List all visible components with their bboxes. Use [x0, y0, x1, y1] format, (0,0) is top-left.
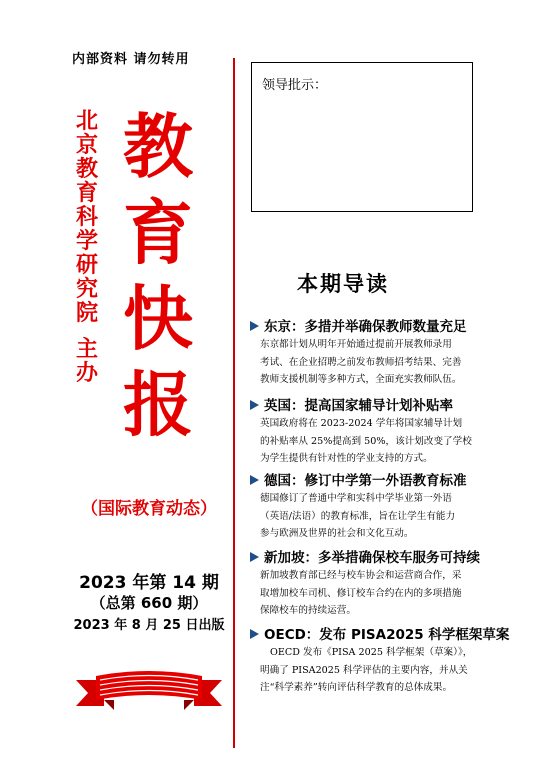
triangle-bullet-icon: [250, 552, 259, 562]
summary-line: 取增加校车司机、修订校车合约在内的多项措施: [260, 587, 462, 599]
guide-item-summary: [260, 644, 492, 697]
triangle-bullet-icon: [250, 475, 259, 485]
guide-item-summary: [260, 490, 492, 543]
guide-item: [250, 472, 490, 543]
guide-item: [250, 397, 490, 468]
guide-title: 本期导读: [297, 271, 389, 296]
summary-line: 参与欧洲及世界的社会和文化互动。: [260, 528, 414, 539]
summary-line: 英国政府将在 2023-2024 学年将国家辅导计划: [260, 418, 463, 429]
sponsor-char: 教: [75, 157, 98, 182]
sponsor-role-char: 办: [75, 361, 98, 386]
guide-item-heading-text: 东京：多措并举确保教师数量充足: [264, 319, 467, 335]
issue-date: 2023 年 8 月 25 日出版: [73, 618, 225, 633]
guide-item: [250, 549, 490, 620]
sponsor-char: 究: [75, 277, 98, 302]
summary-line: 德国修订了普通中学和实科中学毕业第一外语: [260, 493, 452, 504]
summary-line: （英语/法语）的教育标准，旨在让学生有能力: [260, 510, 456, 522]
masthead-title: [118, 104, 198, 448]
issue-number: 2023 年第 14 期: [79, 573, 219, 593]
sponsor-char: 科: [75, 205, 98, 230]
guide-item-heading[interactable]: [250, 626, 510, 644]
guide-item-heading[interactable]: [250, 318, 490, 336]
guide-item-heading-text: 新加坡：多举措确保校车服务可持续: [264, 550, 480, 566]
guide-item-heading-text: 英国：提高国家辅导计划补贴率: [264, 398, 453, 414]
guide-item-heading[interactable]: [250, 549, 490, 567]
summary-line: 保障校车的持续运营。: [260, 605, 356, 616]
summary-line: 为学生提供有针对性的学业支持的方式。: [260, 453, 433, 464]
masthead-char: 教: [123, 106, 193, 188]
guide-item-summary: [260, 415, 492, 468]
summary-line: 明确了 PISA2025 科学评估的主要内容，并从关: [260, 664, 468, 676]
triangle-bullet-icon: [250, 321, 259, 331]
sponsor-char: 北: [75, 109, 98, 134]
masthead-char: 报: [123, 364, 193, 446]
guide-item: [250, 318, 490, 389]
sponsor-org: [70, 110, 104, 386]
ribbon-decoration: [74, 640, 224, 718]
guide-item-summary: [260, 336, 492, 389]
triangle-bullet-icon: [250, 400, 259, 410]
sponsor-char: 学: [75, 229, 98, 254]
summary-line: 考试、在企业招聘之前发布教师招考结果、完善: [260, 356, 462, 368]
sponsor-char: 京: [75, 133, 98, 158]
summary-line: 的补贴率从 25%提高到 50%，该计划改变了学校: [260, 435, 472, 447]
guide-item-heading[interactable]: [250, 472, 490, 490]
guide-item-heading[interactable]: [250, 397, 490, 415]
summary-line: OECD 发布《PISA 2025 科学框架（草案）》，: [270, 647, 473, 658]
vertical-divider: [233, 58, 235, 748]
guide-item-heading-text: OECD：发布 PISA2025 科学框架草案: [264, 627, 510, 643]
confidential-notice: 内部资料 请勿转用: [72, 52, 190, 67]
sponsor-char: 研: [75, 253, 98, 278]
guide-item-heading-text: 德国：修订中学第一外语教育标准: [264, 473, 467, 489]
leader-comment-label: 领导批示：: [262, 78, 328, 93]
guide-item: [250, 626, 510, 697]
summary-line: 东京都计划从明年开始通过提前开展教师录用: [260, 339, 452, 350]
triangle-bullet-icon: [250, 629, 259, 639]
issue-total: （总第 660 期）: [90, 594, 208, 612]
sponsor-char: 院: [75, 301, 98, 326]
summary-line: 教师支援机制等多种方式，全面充实教师队伍。: [260, 374, 462, 385]
sponsor-char: 育: [75, 181, 98, 206]
guide-item-summary: [260, 567, 492, 620]
masthead-char: 快: [123, 278, 193, 360]
summary-line: 注“科学素养”转向评估科学教育的总体成果。: [260, 682, 453, 693]
sponsor-role-char: 主: [75, 337, 98, 362]
summary-line: 新加坡教育部已经与校车协会和运营商合作，采: [260, 570, 462, 581]
edition-subtitle: （国际教育动态）: [81, 499, 217, 519]
masthead-char: 育: [123, 192, 193, 274]
